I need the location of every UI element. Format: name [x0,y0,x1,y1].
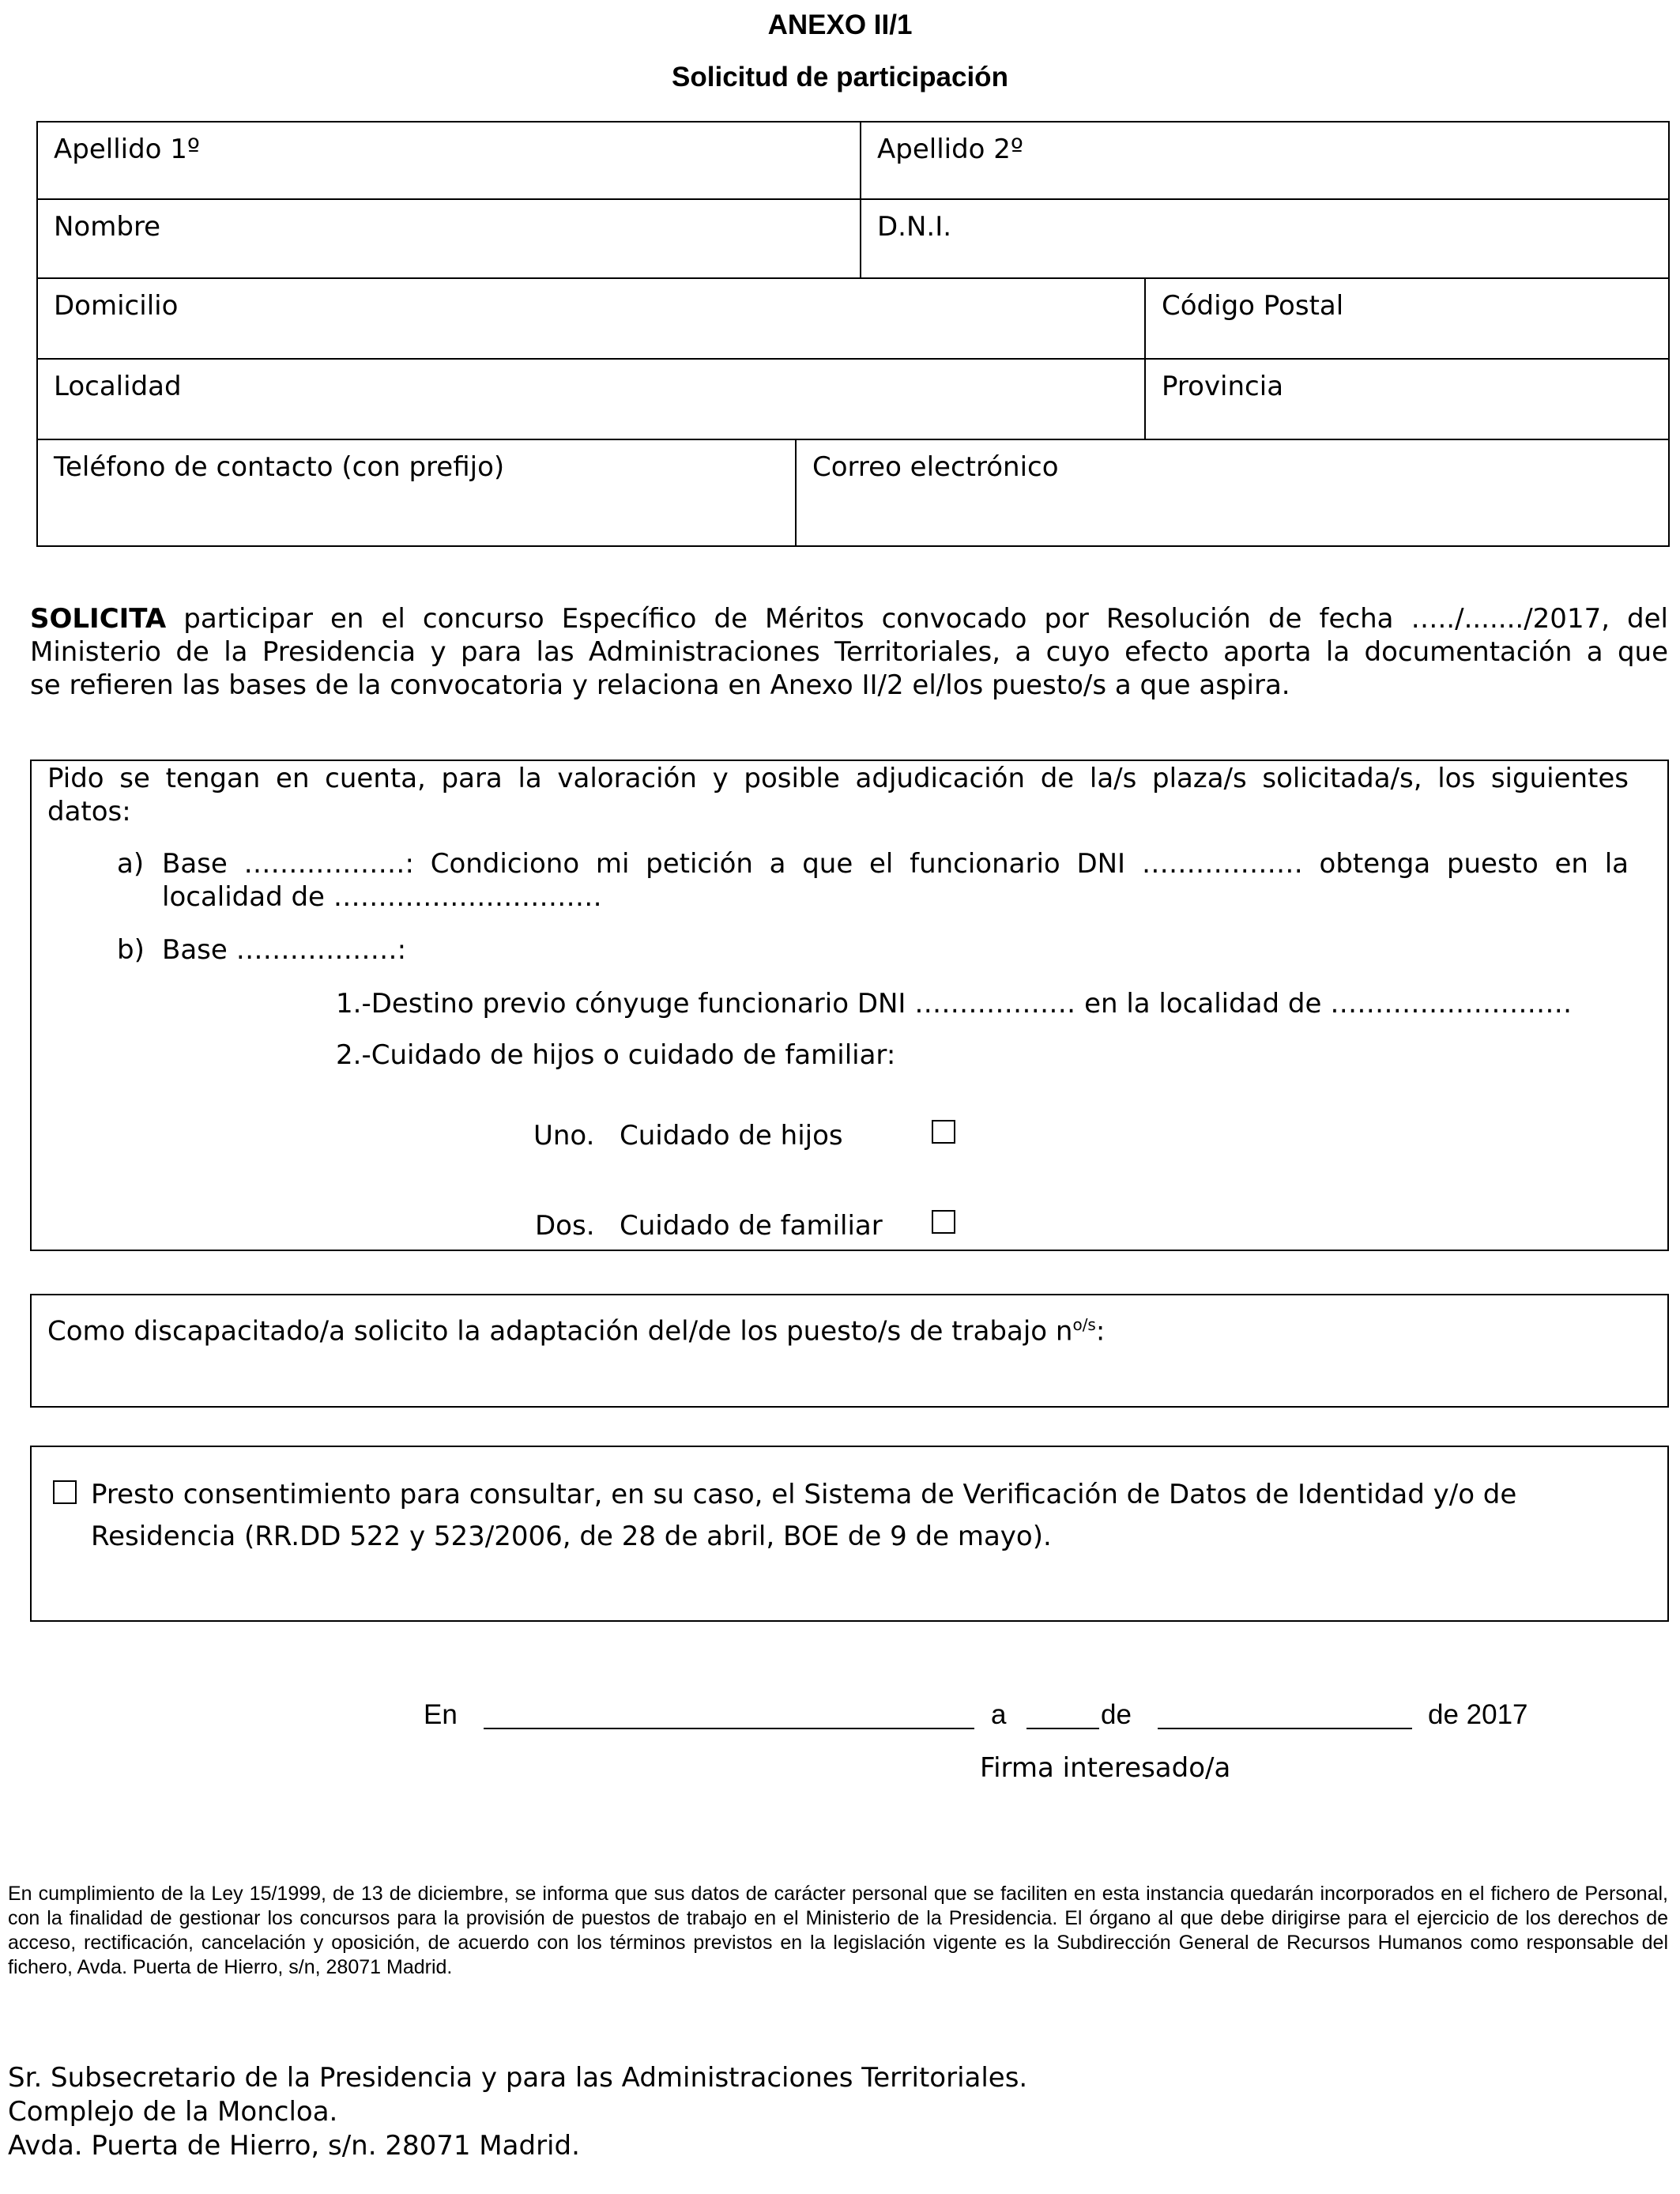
dos-text: Cuidado de familiar [620,1210,883,1242]
option-b-item-2: 2.-Cuidado de hijos o cuidado de familiar: [336,1039,896,1071]
solicita-keyword: SOLICITA [30,603,167,635]
firma-place-line[interactable] [484,1728,974,1729]
codigo-postal-field[interactable] [1144,277,1670,360]
solicita-line-1 [30,603,1668,635]
pido-line-2: datos: [47,796,131,827]
option-a-line-1: Base ………………: Condiciono mi petición a que el funcionario DNI ……………… obtenga puesto en la [162,848,1629,880]
discapacidad-colon: : [1095,1315,1106,1348]
firma-month-line[interactable] [1158,1728,1412,1729]
page-title: Solicitud de participación [672,62,1008,92]
correo-field[interactable] [795,439,1670,547]
solicita-line-1-text: participar en el concurso Específico de Méritos convocado por Resolución de fecha …../......./2017, del [183,603,1668,635]
apellido1-field[interactable] [36,121,861,200]
address-line-2: Complejo de la Moncloa. [8,2096,338,2128]
telefono-label: Teléfono de contacto (con prefijo) [54,451,505,483]
option-b-marker: b) [117,934,145,966]
dos-label: Dos. [535,1210,595,1242]
uno-label: Uno. [533,1120,595,1152]
legal-notice: En cumplimiento de la Ley 15/1999, de 13 de diciembre, se informa que sus datos de carácter personal que se faciliten en esta instancia quedarán incorporados en el fichero de Personal, con la finalidad de gestionar los concursos para la provisión de puestos de trabajo en el Ministerio de la Presidencia. El órgano al que debe dirigirse para el ejercicio de los derechos de acceso, rectificación, cancelación y oposición, de acuerdo con los términos previstos en la legislación vigente es la Subdirección General de Recursos Humanos como responsable del fichero, Avda. Puerta de Hierro, s/n, 28071 Madrid. [8,1883,1668,1978]
cuidado-familiar-checkbox[interactable] [932,1210,955,1234]
provincia-label: Provincia [1162,371,1284,402]
dni-label: D.N.I. [877,211,952,243]
solicita-line-2: Ministerio de la Presidencia y para las Administraciones Territoriales, a cuyo efecto aporta la documentación a que [30,636,1668,668]
firma-year-label: de 2017 [1428,1699,1528,1730]
provincia-field[interactable] [1144,358,1670,440]
discapacidad-text [47,1315,1105,1347]
domicilio-field[interactable] [36,277,1146,360]
telefono-field[interactable] [36,439,797,547]
apellido1-label: Apellido 1º [54,134,200,165]
nombre-field[interactable] [36,198,861,279]
consentimiento-checkbox[interactable] [53,1480,77,1504]
pido-line-1: Pido se tengan en cuenta, para la valoración y posible adjudicación de la/s plaza/s solicitada/s, los siguientes [47,763,1629,794]
consentimiento-line-1: Presto consentimiento para consultar, en su caso, el Sistema de Verificación de Datos de Identidad y/o de [91,1479,1517,1510]
codigo-postal-label: Código Postal [1162,290,1344,322]
domicilio-label: Domicilio [54,290,179,322]
localidad-field[interactable] [36,358,1146,440]
firma-de-label: de [1101,1699,1132,1730]
firma-interesado-label: Firma interesado/a [980,1752,1231,1784]
firma-en-label: En [424,1699,458,1730]
apellido2-field[interactable] [860,121,1670,200]
nombre-label: Nombre [54,211,161,243]
firma-day-line[interactable] [1026,1728,1099,1729]
address-line-3: Avda. Puerta de Hierro, s/n. 28071 Madrid. [8,2130,580,2162]
apellido2-label: Apellido 2º [877,134,1023,165]
localidad-label: Localidad [54,371,182,402]
discapacidad-section[interactable] [30,1294,1669,1408]
correo-label: Correo electrónico [812,451,1059,483]
firma-a-label: a [991,1699,1007,1730]
uno-text: Cuidado de hijos [620,1120,843,1152]
discapacidad-superscript: o/s [1072,1315,1096,1334]
discapacidad-label: Como discapacitado/a solicito la adaptación del/de los puesto/s de trabajo n [47,1315,1073,1348]
address-line-1: Sr. Subsecretario de la Presidencia y para las Administraciones Territoriales. [8,2062,1028,2094]
option-a-marker: a) [117,848,145,880]
option-b-item-1: 1.-Destino previo cónyuge funcionario DNI ……………… en la localidad de ……………………… [336,988,1573,1020]
option-b-line: Base ………………: [162,934,407,966]
dni-field[interactable] [860,198,1670,279]
consentimiento-line-2: Residencia (RR.DD 522 y 523/2006, de 28 de abril, BOE de 9 de mayo). [91,1521,1052,1552]
option-a-line-2: localidad de ………………………… [162,881,602,913]
annex-title: ANEXO II/1 [767,9,913,40]
cuidado-hijos-checkbox[interactable] [932,1120,955,1144]
solicita-line-3: se refieren las bases de la convocatoria y relaciona en Anexo II/2 el/los puesto/s a que aspira. [30,669,1290,701]
